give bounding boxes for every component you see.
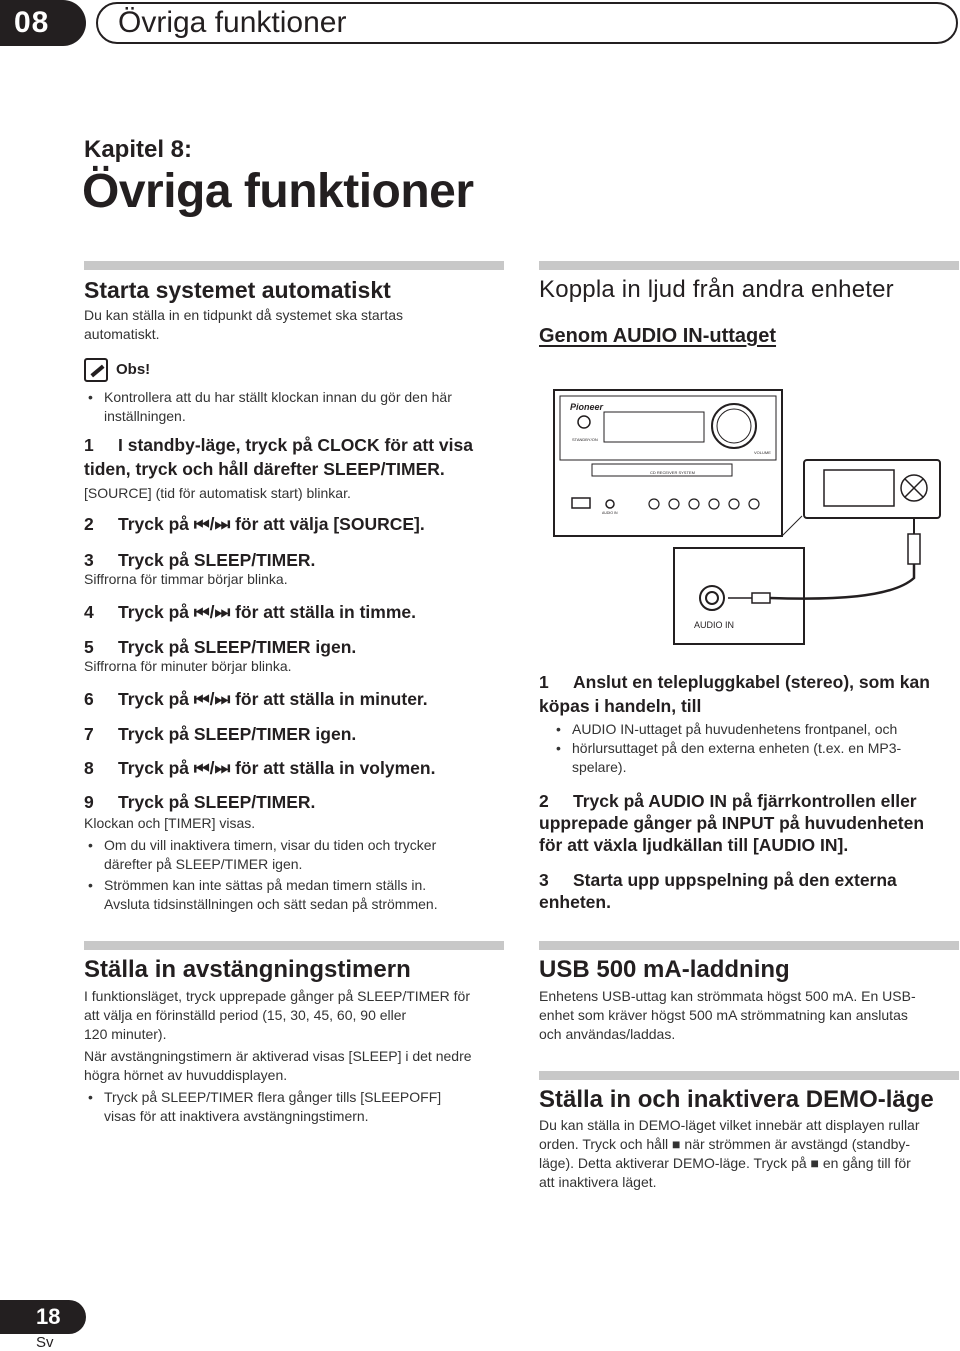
step-8 [84, 756, 435, 780]
bullet-text: spelare). [572, 759, 627, 775]
step-number: 9 [84, 792, 94, 812]
step-number: 6 [84, 689, 94, 709]
svg-text:VOLUME: VOLUME [754, 450, 771, 455]
step-9-sub: Klockan och [TIMER] visas. [84, 815, 256, 831]
step-number: 1 [539, 672, 549, 692]
step-9 [84, 790, 315, 814]
demo-p-a: Du kan ställa in DEMO-läget vilket innebär att displayen rullar [539, 1117, 920, 1133]
step-5 [84, 635, 356, 659]
usb-p-b: enhet som kräver högst 500 mA strömmatning kan anslutas [539, 1007, 908, 1023]
step-text: Tryck på SLEEP/TIMER. [118, 550, 316, 570]
step-2 [84, 512, 425, 536]
pencil-note-icon [84, 358, 108, 382]
usb-heading: USB 500 mA-laddning [539, 956, 790, 983]
step-text: Tryck på ⏮/⏭ för att ställa in timme. [118, 602, 416, 622]
section-bar [539, 941, 959, 950]
step-number: 8 [84, 758, 94, 778]
chapter-number-tab: 08 [0, 0, 86, 46]
connect-step-1-cont: köpas i handeln, till [539, 696, 702, 716]
cable-plug-top [908, 534, 920, 564]
page-number: 18 [0, 1300, 86, 1334]
step-text: Anslut en telepluggkabel (stereo), som kan [573, 672, 930, 692]
bullet-item [552, 739, 960, 777]
connect-step-2-cont2: för att växla ljudkällan till [AUDIO IN]. [539, 835, 849, 855]
bullet-text: AUDIO IN-uttaget på huvudenhetens frontpanel, och [572, 721, 898, 737]
step-4 [84, 600, 416, 624]
bullet-item [84, 876, 504, 914]
bullet-text: visas för att inaktivera avstängningstimern. [104, 1108, 369, 1124]
demo-p-b: orden. Tryck och håll ■ när strömmen är avstängd (standby- [539, 1136, 911, 1152]
step-text: Tryck på ⏮/⏭ för att ställa in minuter. [118, 689, 428, 709]
step-5-sub: Siffrorna för minuter börjar blinka. [84, 658, 292, 674]
step-text: Tryck på ⏮/⏭ för att ställa in volymen. [118, 758, 436, 778]
step-number: 3 [539, 870, 549, 890]
demo-heading: Ställa in och inaktivera DEMO-läge [539, 1086, 934, 1113]
step-number: 7 [84, 724, 94, 744]
note-item [84, 388, 504, 426]
connect-step-1 [539, 670, 930, 694]
step-1-sub: [SOURCE] (tid för automatisk start) blinkar. [84, 485, 351, 501]
step-text: Tryck på SLEEP/TIMER. [118, 792, 316, 812]
step-number: 2 [84, 514, 94, 534]
bullet-item [84, 1088, 504, 1126]
step-number: 3 [84, 550, 94, 570]
section-bar [539, 261, 959, 270]
bullet-text: Strömmen kan inte sättas på medan timern ställs in. [104, 877, 427, 893]
step-text: Tryck på SLEEP/TIMER igen. [118, 637, 357, 657]
usb-p-c: och användas/laddas. [539, 1026, 676, 1042]
step-9-bullets [84, 836, 504, 914]
demo-p-d: att inaktivera läget. [539, 1174, 657, 1190]
sleep-p1a: I funktionsläget, tryck upprepade gånger på SLEEP/TIMER för [84, 988, 470, 1004]
device-brand: Pioneer [570, 402, 604, 412]
step-6 [84, 687, 428, 711]
page-language: Sv [36, 1334, 54, 1351]
connect-step-2-cont: upprepade gånger på INPUT på huvudenheten [539, 813, 925, 833]
usb-p-a: Enhetens USB-uttag kan strömmata högst 500 mA. En USB- [539, 988, 916, 1004]
sleep-p2b: högra hörnet av huvuddisplayen. [84, 1067, 288, 1083]
note-label: Obs! [116, 361, 151, 378]
volume-knob [712, 404, 756, 448]
connect-step-3-cont: enheten. [539, 892, 611, 912]
step-3 [84, 548, 315, 572]
step-number: 1 [84, 435, 94, 455]
audio-in-jack-label: AUDIO IN [694, 620, 735, 630]
note-list [84, 388, 504, 426]
connect-heading: Koppla in ljud från andra enheter [539, 276, 894, 303]
step-text: Tryck på AUDIO IN på fjärrkontrollen eller [573, 791, 917, 811]
connect-step-3 [539, 868, 897, 892]
auto-start-intro-2: automatiskt. [84, 326, 160, 342]
audio-in-connection-illustration [552, 388, 947, 648]
chapter-title: Övriga funktioner [82, 165, 474, 218]
demo-p-c: läge). Detta aktiverar DEMO-läge. Tryck på ■ en gång till för [539, 1155, 911, 1171]
connect-subheading: Genom AUDIO IN-uttaget [539, 325, 777, 347]
sleep-p1b: att välja en förinställd period (15, 30, 45, 60, 90 eller [84, 1007, 407, 1023]
step-text: Starta upp uppspelning på den externa [573, 870, 897, 890]
step-number: 2 [539, 791, 549, 811]
sleep-heading: Ställa in avstängningstimern [84, 956, 411, 983]
bullet-text: hörlursuttaget på den externa enheten (t.ex. en MP3- [572, 740, 902, 756]
step-number: 5 [84, 637, 94, 657]
step-number: 4 [84, 602, 94, 622]
bullet-text: Avsluta tidsinställningen och sätt sedan på strömmen. [104, 896, 438, 912]
svg-text:STANDBY/ON: STANDBY/ON [572, 437, 598, 442]
note-text-1: Kontrollera att du har ställt klockan innan du gör den här [104, 389, 452, 405]
section-bar [539, 1071, 959, 1080]
note-text-2: inställningen. [104, 408, 186, 424]
step-7 [84, 722, 356, 746]
auto-start-intro-1: Du kan ställa in en tidpunkt då systemet ska startas [84, 307, 404, 323]
bullet-text: därefter på SLEEP/TIMER igen. [104, 856, 303, 872]
svg-text:AUDIO IN: AUDIO IN [602, 511, 618, 515]
connect-bullets [552, 720, 960, 777]
header-title: Övriga funktioner [118, 6, 347, 39]
connect-step-2 [539, 789, 917, 813]
section-bar [84, 261, 504, 270]
step-1-cont: tiden, tryck och håll därefter SLEEP/TIMER. [84, 459, 445, 479]
step-text: Tryck på SLEEP/TIMER igen. [118, 724, 357, 744]
step-text: Tryck på ⏮/⏭ för att välja [SOURCE]. [118, 514, 425, 534]
player-screen [824, 470, 894, 506]
svg-text:CD RECEIVER SYSTEM: CD RECEIVER SYSTEM [650, 470, 695, 475]
chapter-label: Kapitel 8: [84, 136, 193, 163]
sleep-p2a: När avstängningstimern är aktiverad visas [SLEEP] i det nedre [84, 1048, 472, 1064]
bullet-item [552, 720, 960, 739]
step-text: I standby-läge, tryck på CLOCK för att visa [118, 435, 473, 455]
device-display [604, 412, 704, 442]
step-3-sub: Siffrorna för timmar börjar blinka. [84, 571, 288, 587]
bullet-text: Tryck på SLEEP/TIMER flera gånger tills [SLEEPOFF] [104, 1089, 442, 1105]
section-bar [84, 941, 504, 950]
sleep-bullets [84, 1088, 504, 1126]
bullet-text: Om du vill inaktivera timern, visar du tiden och trycker [104, 837, 437, 853]
auto-start-heading: Starta systemet automatiskt [84, 277, 391, 303]
sleep-p1c: 120 minuter). [84, 1026, 167, 1042]
step-1 [84, 433, 473, 457]
bullet-item [84, 836, 504, 874]
